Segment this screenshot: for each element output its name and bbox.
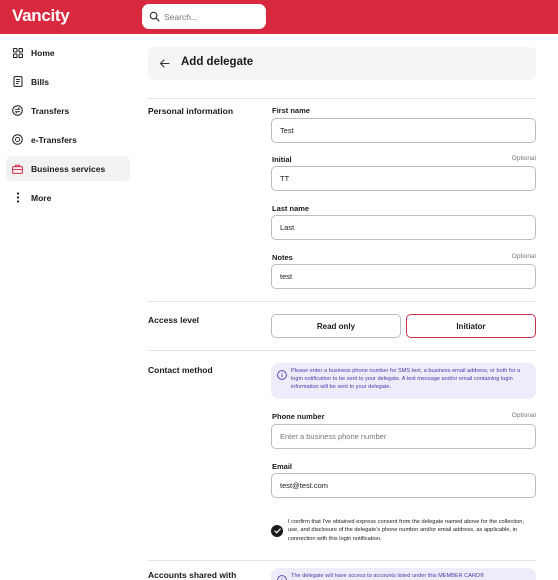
phone-label: Phone number xyxy=(272,412,325,421)
top-bar xyxy=(0,0,558,34)
search-input[interactable] xyxy=(164,12,259,22)
consent-checkbox[interactable] xyxy=(271,525,283,537)
etransfer-icon xyxy=(12,134,23,145)
info-icon xyxy=(277,370,287,380)
accounts-info-box xyxy=(271,568,536,580)
sidebar-item-label: Business services xyxy=(31,163,106,174)
first-name-input[interactable] xyxy=(271,118,536,143)
access-initiator-button[interactable]: Initiator xyxy=(406,314,536,338)
briefcase-icon xyxy=(12,163,23,174)
section-divider xyxy=(148,301,536,302)
phone-optional-label: Optional xyxy=(511,412,536,419)
access-read-only-button[interactable]: Read only xyxy=(271,314,401,338)
email-label: Email xyxy=(272,462,293,471)
initial-input[interactable] xyxy=(271,166,536,191)
section-label-contact: Contact method xyxy=(148,365,213,375)
sidebar-item-etransfers[interactable] xyxy=(6,127,130,152)
sidebar-item-label: Bills xyxy=(31,76,49,87)
vancity-logo[interactable]: Vancity xyxy=(12,6,70,25)
email-input[interactable] xyxy=(271,473,536,498)
notes-optional-label: Optional xyxy=(511,253,536,260)
first-name-label: First name xyxy=(272,106,310,115)
search-icon xyxy=(149,11,160,22)
notes-input[interactable] xyxy=(271,264,536,289)
initial-optional-label: Optional xyxy=(511,155,536,162)
sidebar-item-label: Home xyxy=(31,47,55,58)
sidebar-item-label: e-Transfers xyxy=(31,134,77,145)
page-title: Add delegate xyxy=(181,56,254,68)
grid-icon xyxy=(12,47,23,58)
bill-icon xyxy=(12,76,23,87)
last-name-label: Last name xyxy=(272,204,310,213)
checkmark-icon xyxy=(274,528,281,534)
transfer-icon xyxy=(12,105,23,116)
notes-label: Notes xyxy=(272,253,293,262)
sidebar-item-label: Transfers xyxy=(31,105,70,116)
sidebar-item-business-services[interactable] xyxy=(6,156,130,181)
search-box[interactable] xyxy=(142,4,266,29)
consent-text: I confirm that I've obtained express consent from the delegate named above for the collection, use, and disclosure of the delegate's phone number and/or email address, as applicable, in connection with this login notification. xyxy=(288,519,524,542)
section-label-personal: Personal information xyxy=(148,106,234,116)
section-divider xyxy=(148,560,536,561)
sidebar xyxy=(0,34,136,580)
section-label-accounts: Accounts shared with xyxy=(148,570,237,580)
section-divider xyxy=(148,98,536,99)
more-vertical-icon xyxy=(12,192,23,203)
arrow-left-icon[interactable] xyxy=(158,57,171,70)
sidebar-item-bills[interactable] xyxy=(6,69,130,94)
sidebar-item-more[interactable] xyxy=(6,185,130,210)
contact-info-box xyxy=(271,363,536,399)
initial-label: Initial xyxy=(272,155,292,164)
phone-input[interactable] xyxy=(271,424,536,449)
page-header xyxy=(148,47,536,80)
accounts-info-text: The delegate will have access to accounts listed under this MEMBER CARD® xyxy=(291,573,485,579)
info-icon xyxy=(277,575,287,580)
section-label-access: Access level xyxy=(148,315,200,325)
contact-info-text: Please enter a business phone number for SMS text, a business email address, or both for a login notification to be sent to your delegate. A text message and/or email containing login information will be sent to your delegate. xyxy=(291,368,521,390)
sidebar-item-home[interactable] xyxy=(6,40,130,65)
section-divider xyxy=(148,350,536,351)
sidebar-item-transfers[interactable] xyxy=(6,98,130,123)
sidebar-item-label: More xyxy=(31,192,52,203)
last-name-input[interactable] xyxy=(271,215,536,240)
